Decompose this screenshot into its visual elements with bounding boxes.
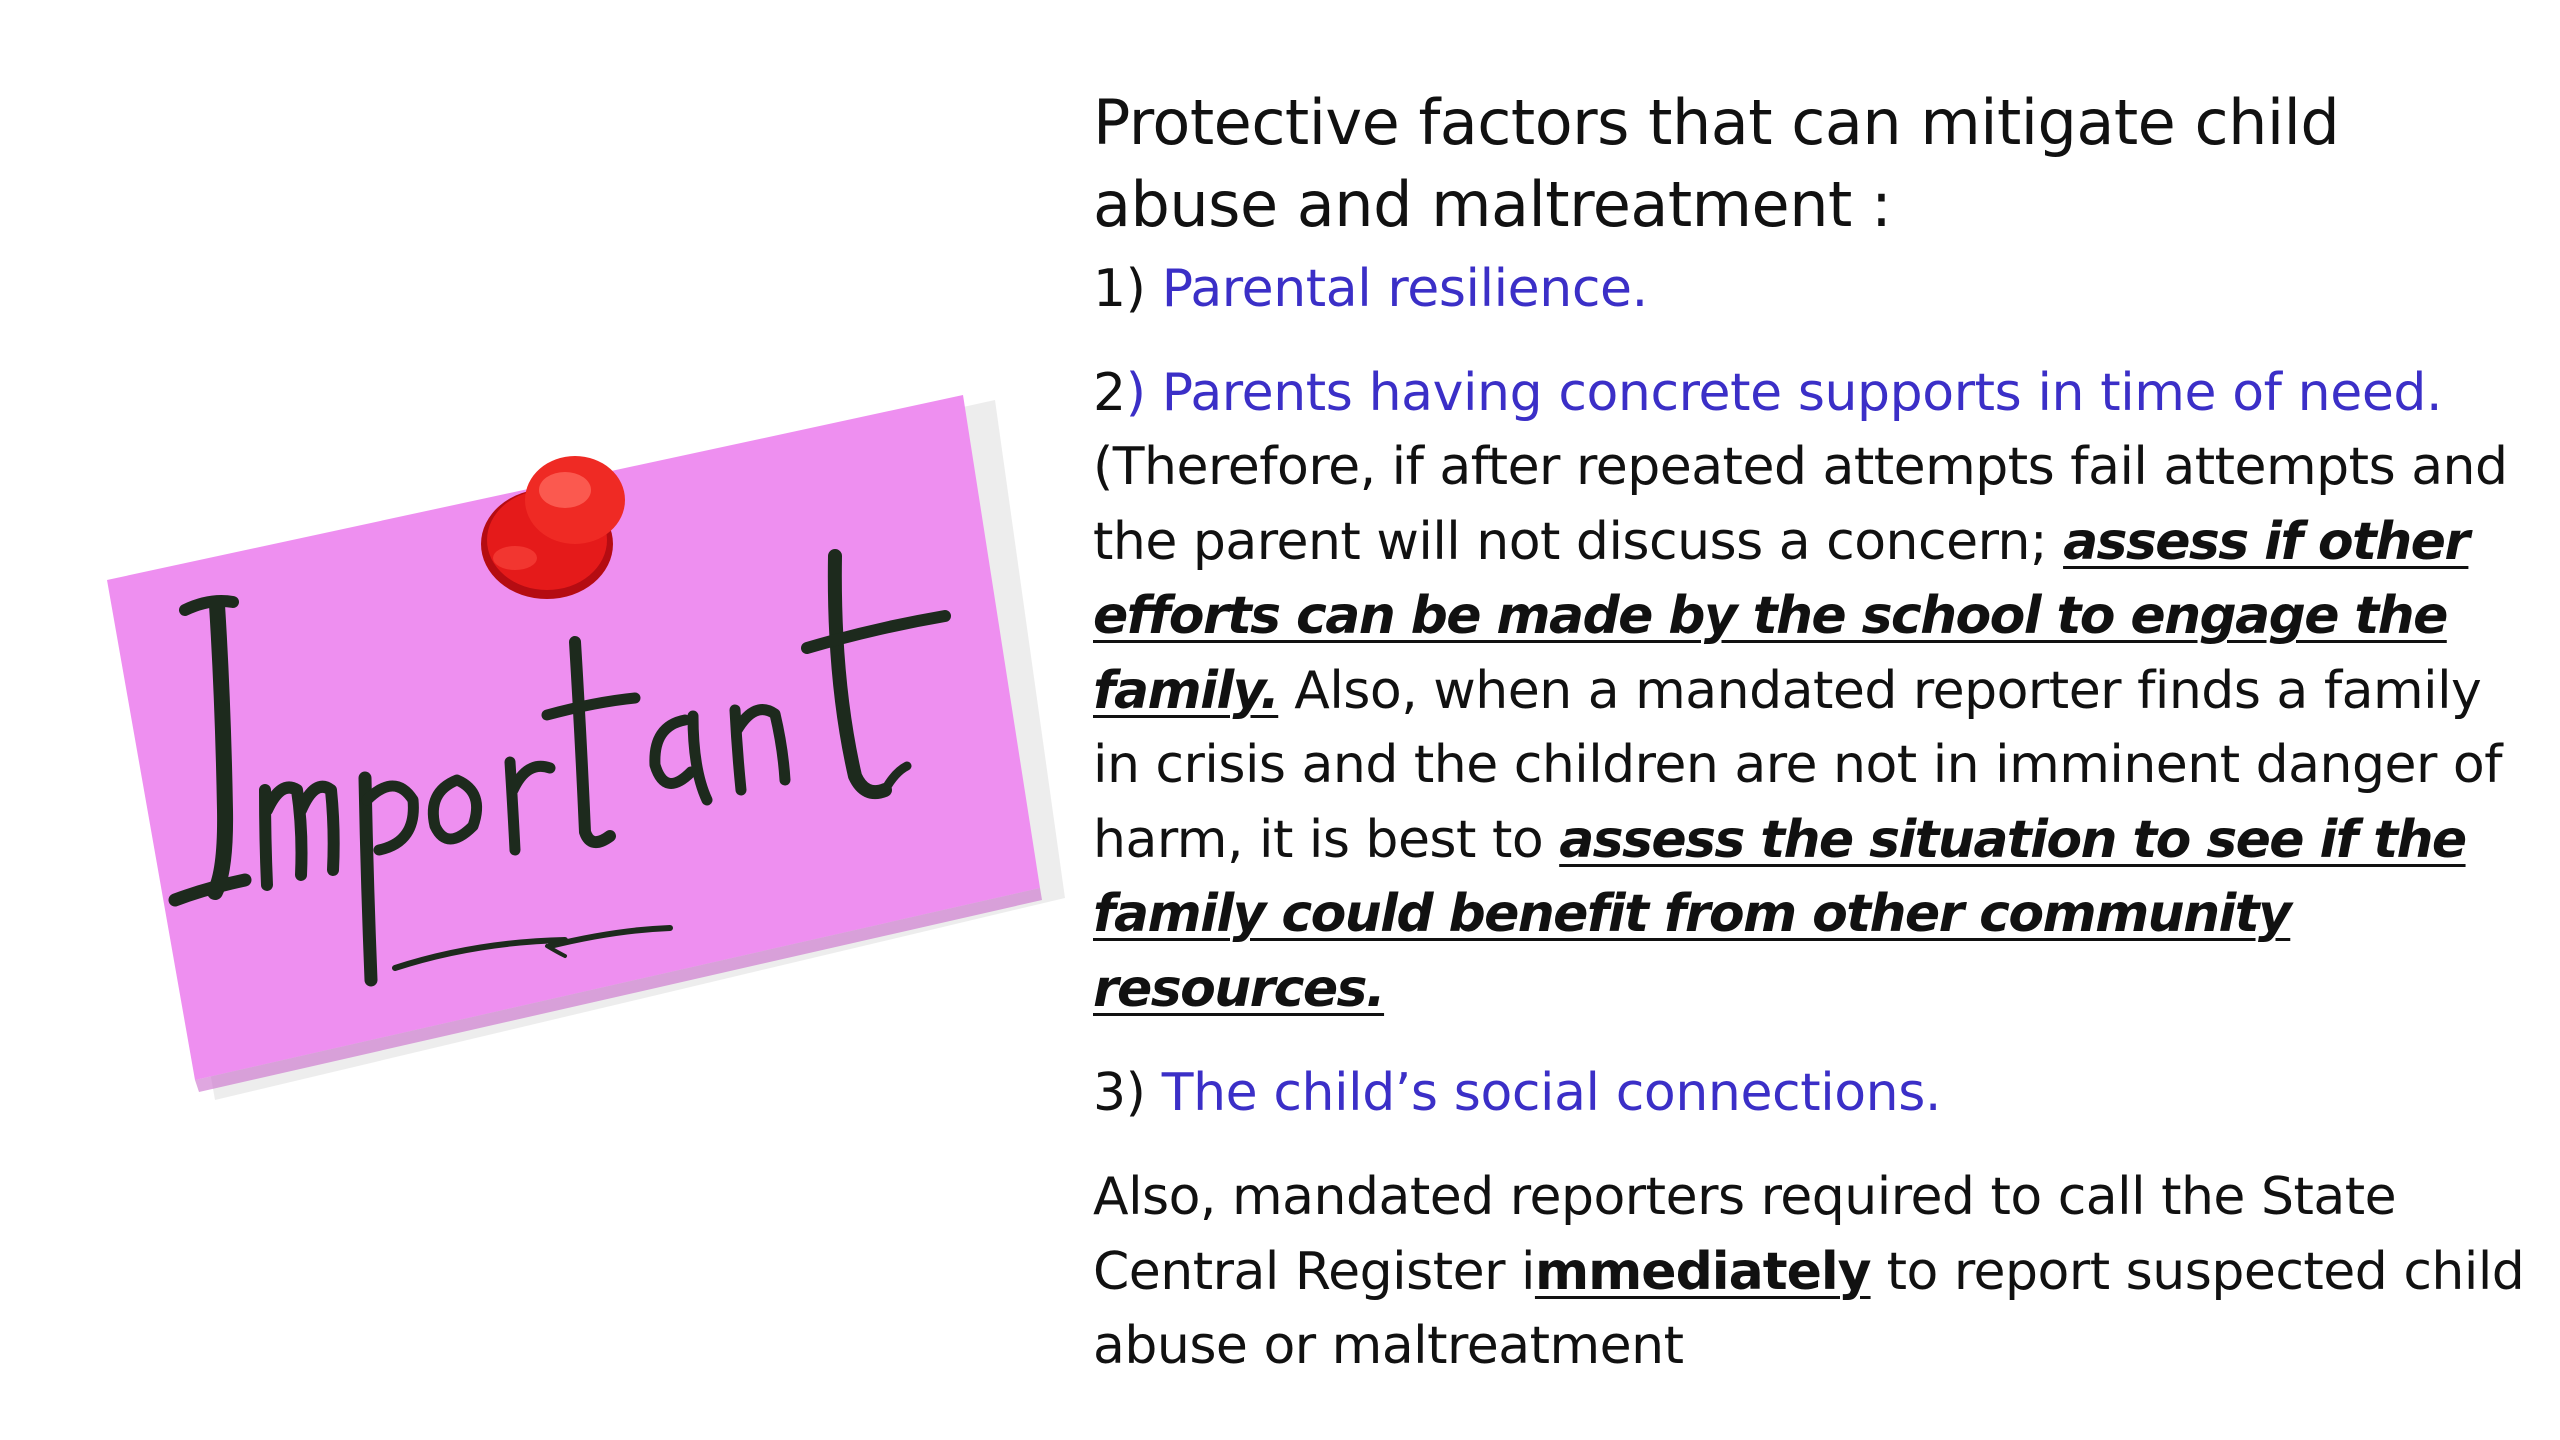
underlined-text: mmediately: [1534, 1241, 1871, 1302]
closing-text: to report suspected child abuse or maltreatment: [1093, 1241, 2525, 1376]
explanation-paragraph: [1093, 430, 2533, 1026]
factor-item-2: [1093, 356, 2533, 430]
explanation-text: (Therefore, if after repeated attempts fail attempts and the parent will not discuss a concern;: [1093, 437, 2508, 572]
closing-text: Also, mandated reporters required to call the State Central Register i: [1093, 1167, 2397, 1302]
factor-text: Parental resilience.: [1145, 259, 1648, 319]
factor-text: The child’s social connections.: [1145, 1063, 1942, 1123]
emphasized-text: assess if other efforts can be made by the school to engage the family.: [1093, 511, 2469, 721]
explanation-text: Also, when a mandated reporter finds a family in crisis and the children are not in imminent danger of harm, it is best to: [1093, 660, 2503, 870]
factor-number: 2: [1093, 363, 1126, 423]
important-note-image: [95, 380, 1105, 1100]
factor-number: 3): [1093, 1063, 1146, 1123]
factor-text: ) Parents having concrete supports in time of need.: [1125, 363, 2443, 423]
slide-heading: Protective factors that can mitigate child abuse and maltreatment :: [1093, 86, 2340, 241]
sticky-note-svg: [95, 380, 1105, 1100]
factor-item-3: [1093, 1056, 2533, 1130]
closing-paragraph: [1093, 1160, 2533, 1384]
emphasized-text: assess the situation to see if the family could benefit from other community resources.: [1093, 809, 2466, 1019]
factor-item-1: [1093, 252, 2533, 326]
factor-number: 1): [1093, 259, 1146, 319]
text-column: [1093, 82, 2533, 1384]
